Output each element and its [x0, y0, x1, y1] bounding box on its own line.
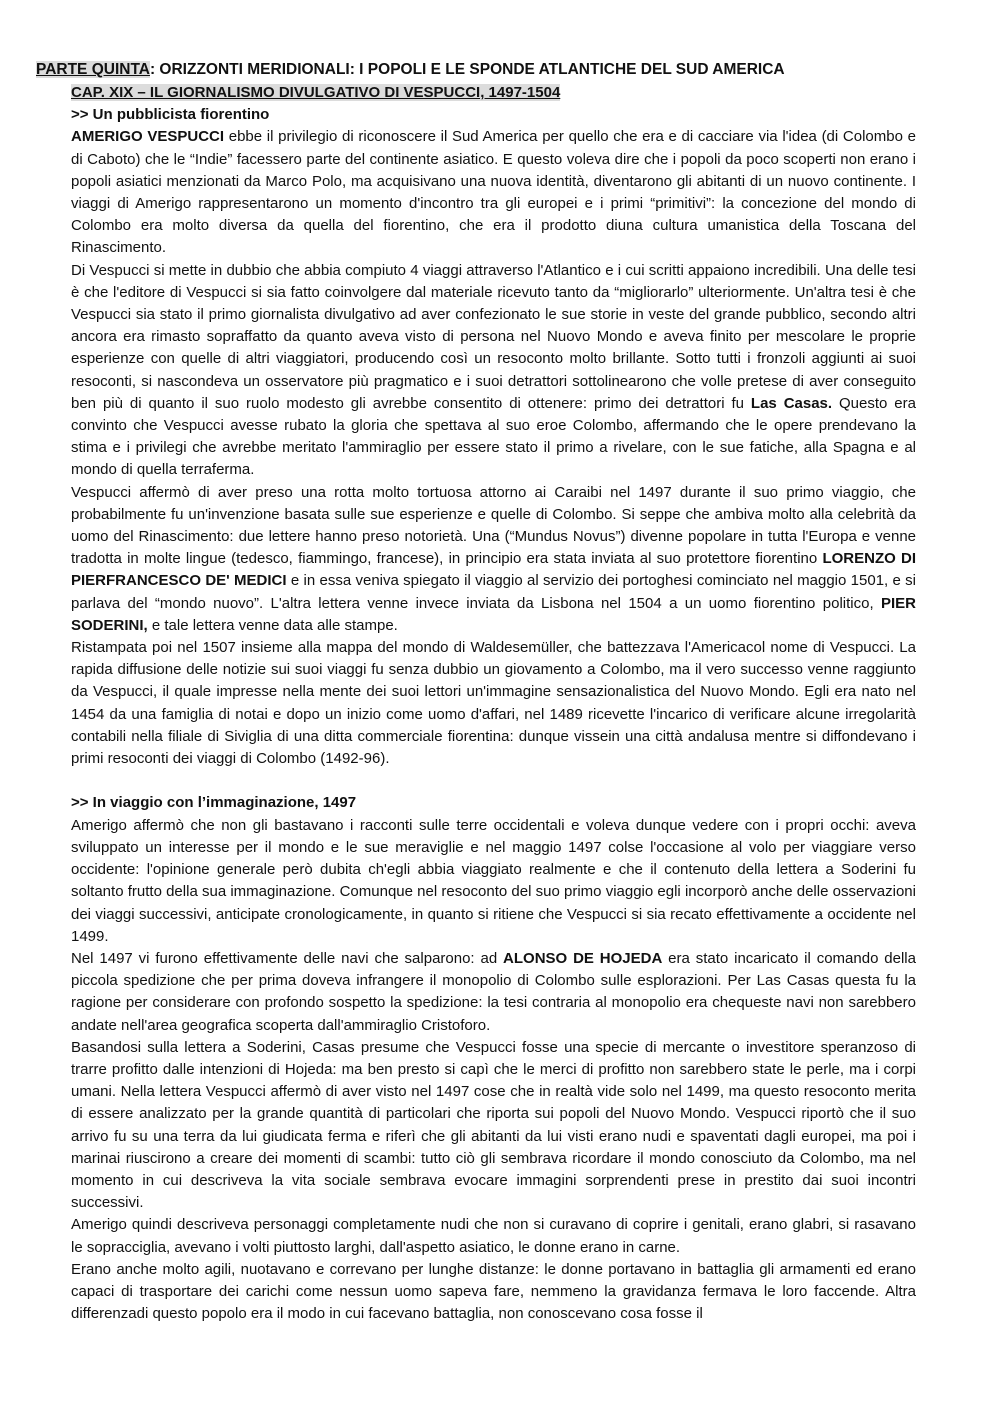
part-label: PARTE QUINTA	[36, 61, 150, 78]
paragraph: Amerigo quindi descriveva personaggi completamente nudi che non si curavano di coprire i genitali, erano glabri, si rasavano le sopracciglia, avevano i volti piuttosto larghi, dall'aspetto asiatico, le donne erano in carne.	[71, 1216, 916, 1256]
chapter-title-text: CAP. XIX – IL GIORNALISMO DIVULGATIVO DI VESPUCCI, 1497-1504	[71, 84, 561, 101]
paragraph-text: Questo era convinto che Vespucci avesse rubato la gloria che spettava al suo eroe Colombo, affermando che le opere prendevano la stima e i privilegi che avrebbe meritato l'ammiraglio per essere stato il primo a rivelare, con le sue fatiche, alla Spagna e al mondo di quella terraferma.	[71, 394, 916, 479]
bold-name: ALONSO DE HOJEDA	[503, 949, 663, 967]
spacer	[71, 770, 916, 792]
paragraph: Basandosi sulla lettera a Soderini, Casas presume che Vespucci fosse una specie di mercante o investitore speranzoso di trarre profitto dalle intenzioni di Hojeda: ma ben presto si capì che le merci di profitto non sarebbero state le perle, ma i corpi umani. Nella lettera Vespucci affermò di aver visto nel 1497 cose che in realtà vide solo nel 1499, ma questo resoconto merita di essere analizzato per la grande quantità di particolari che riporta sui popoli del Nuovo Mondo. Vespucci riportò che il suo arrivo fu su una terra da lui giudicata ferma e riferì che gli abitanti da lui visti erano nudi e spaventati dagli europei, ma poi i marinai riuscirono a creare dei momenti di scambi: tutto ciò gli sembrava ricordare il mondo conosciuto da Colombo, ma nel momento in cui descriveva la vita sociale sembrava evocare immagini sorprendenti prese in prestito dai suoi incontri successivi.	[71, 1038, 916, 1212]
paragraph-text: ebbe il privilegio di riconoscere il Sud America per quello che era e di cacciare via l'idea (di Colombo e di Caboto) che le “Indie” facessero parte del continente asiatico. E questo voleva dire che i popoli da poco scoperti non erano i popoli asiatici menzionati da Marco Polo, ma acquisivano una nuova identità, diventarono gli abitanti di un nuovo continente. I viaggi di Amerigo rappresentarono un momento d'incontro tra gli europei e i primi “primitivi”: la concezione del mondo di Colombo era molto diversa da quella del fiorentino, che era il prodotto diuna cultura umanistica della Toscana del Rinascimento.	[71, 128, 916, 257]
paragraph: Amerigo affermò che non gli bastavano i racconti sulle terre occidentali e voleva dunque vedere con i propri occhi: aveva sviluppato un interesse per il mondo e le sue meraviglie e nel maggio 1497 colse l'occasione al volo per viaggiare verso occidente: l'opinione generale però dubita ch'egli abbia viaggiato realmente e che il contenuto della lettera a Soderini fu soltanto frutto della sua immaginazione. Comunque nel resoconto del suo primo viaggio egli incorporò anche delle osservazioni dei viaggi successivi, anticipate cronologicamente, in quanto si ritiene che Vespucci si sia recato effettivamente a occidente nel 1499.	[71, 816, 916, 945]
paragraph	[71, 126, 916, 259]
document-body	[71, 82, 916, 1325]
bold-name: PIER SODERINI,	[71, 594, 916, 634]
paragraph-text: era stato incaricato il comando della piccola spedizione che per prima doveva infrangere il monopolio di Colombo sulle esplorazioni. Per Las Casas questa fu la ragione per considerare con profondo sospetto la spedizione: la tesi contraria al monopolio era chequeste navi non sarebbero andate nell'area geografica scoperta dall'ammiraglio Cristoforo.	[71, 949, 916, 1034]
paragraph-text: e in essa veniva spiegato il viaggio al servizio dei portoghesi cominciato nel maggio 1501, e si parlava del “mondo nuovo”. L'altra lettera venne invece inviata da Lisbona nel 1504 a un uomo fiorentino politico,	[71, 572, 916, 612]
section-heading: >> In viaggio con l’immaginazione, 1497	[71, 794, 357, 812]
paragraph	[71, 482, 916, 637]
paragraph-text: e tale lettera venne data alle stampe.	[147, 616, 398, 634]
paragraph-text: Nel 1497 vi furono effettivamente delle navi che salparono: ad	[71, 949, 504, 967]
paragraph-text: Vespucci affermò di aver preso una rotta molto tortuosa attorno ai Caraibi nel 1497 durante il suo primo viaggio, che probabilmente fu un'invenzione basata sulle sue esperienze e quelle di Colombo. Si seppe che ambiva molto alla celebrità da uomo del Rinascimento: due lettere hanno preso notorietà. Una (“Mundus Novus”) divenne popolare in tutta l'Europa e venne tradotta in molte lingue (tedesco, fiammingo, francese), in principio era stata inviata al suo protettore fiorentino	[71, 483, 916, 568]
bold-name: AMERIGO VESPUCCI	[71, 128, 225, 146]
paragraph: Erano anche molto agili, nuotavano e correvano per lunghe distanze: le donne portavano in battaglia gli armamenti ed erano capaci di trasportare dei carichi come nessun uomo sapeva fare, nemmeno la gravidanza fermava le loro faccende. Altra differenzadi questo popolo era il modo in cui facevano battaglia, non conoscevano cosa fosse il	[71, 1260, 916, 1323]
part-subtitle: : ORIZZONTI MERIDIONALI: I POPOLI E LE SPONDE ATLANTICHE DEL SUD AMERICA	[149, 61, 785, 78]
paragraph: Ristampata poi nel 1507 insieme alla mappa del mondo di Waldesemüller, che battezzava l'Americacol nome di Vespucci. La rapida diffusione delle notizie sui suoi viaggi fu senza dubbio un giovamento a Colombo, ma il vero successo venne raggiunto da Vespucci, il quale impresse nella mente dei suoi lettori un'immagine sensazionalistica del Nuovo Mondo. Egli era nato nel 1454 da una famiglia di notai e dopo un inizio come uomo d'affari, nel 1489 ricevette l'incarico di verificare alcune irregolarità contabili nella filiale di Siviglia di una ditta commerciale fiorentina: dunque vissein una città andalusa mentre si diffondevano i primi resoconti dei viaggi di Colombo (1492-96).	[71, 639, 916, 768]
section-heading: >> Un pubblicista fiorentino	[71, 106, 270, 124]
paragraph	[71, 260, 916, 482]
bold-name: LORENZO DI PIERFRANCESCO DE' MEDICI	[71, 550, 916, 590]
bold-name: Las Casas.	[750, 394, 833, 412]
part-title	[36, 60, 966, 79]
paragraph-text: Di Vespucci si mette in dubbio che abbia compiuto 4 viaggi attraverso l'Atlantico e i cui scritti appaiono incredibili. Una delle tesi è che l'editore di Vespucci si sia fatto coinvolgere dal materiale ricevuto tanto da “migliorarlo” ulteriormente. Un'altra tesi è che Vespucci sia stato il primo giornalista divulgativo ad aver confezionato le sue storie in veste del grande pubblico, secondo altri ancora era rimasto sopraffatto da quanto aveva visto di persona nel Nuovo Mondo e aveva finito per mescolare le proprie esperienze con quelle di altri viaggiatori, producendo così un resoconto molto brillante. Sotto tutti i fronzoli aggiunti ai suoi resoconti, si nascondeva un osservatore più pragmatico e i suoi detrattori sottolinearono che volle pretese di aver conseguito ben più di quanto il suo ruolo modesto gli avrebbe consentito di ottenere: primo dei detrattori fu	[71, 261, 916, 412]
paragraph	[71, 948, 916, 1037]
chapter-title	[71, 82, 916, 104]
